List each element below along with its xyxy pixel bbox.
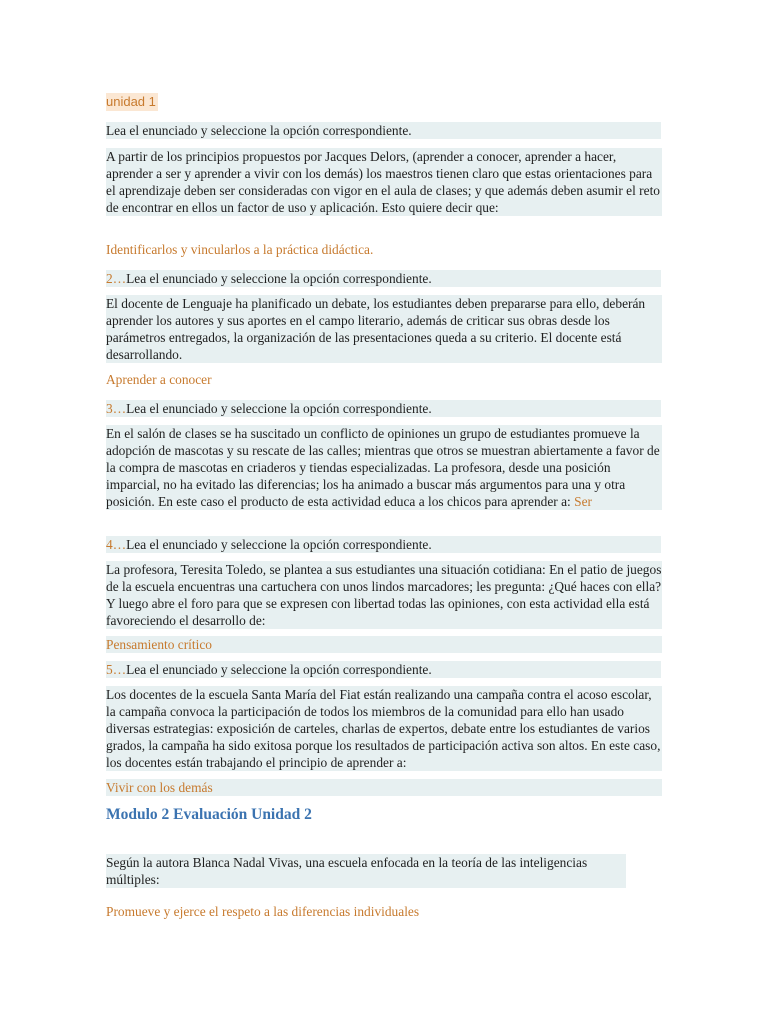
question-3-number: 3… — [106, 401, 127, 416]
question-3-answer: Ser — [574, 494, 592, 509]
question-1-prompt-text: Lea el enunciado y seleccione la opción correspondiente. — [106, 123, 412, 138]
question-3-prompt — [106, 400, 661, 417]
question-4-prompt-text: Lea el enunciado y seleccione la opción correspondiente. — [126, 537, 432, 552]
question-2-prompt — [106, 270, 661, 287]
question-1-body: A partir de los principios propuestos por Jacques Delors, (aprender a conocer, aprender a hacer, aprender a ser y aprender a vivir con los demás) los maestros tienen claro que estas orientaciones para el aprendizaje deben ser consideradas con vigor en el aula de clases; y que además deben asumir el reto de encontrar en ellos un factor de uso y aplicación. Esto quiere decir que: — [106, 149, 660, 215]
question-4-prompt — [106, 536, 661, 553]
unit-heading: unidad 1 — [106, 94, 156, 109]
question-2-answer: Aprender a conocer — [106, 372, 212, 387]
module-question-answer: Promueve y ejerce el respeto a las diferencias individuales — [106, 904, 420, 919]
question-5-prompt-text: Lea el enunciado y seleccione la opción correspondiente. — [126, 662, 432, 677]
question-5-body: Los docentes de la escuela Santa María del Fiat están realizando una campaña contra el acoso escolar, la campaña convoca la participación de todos los miembros de la comunidad para ello han usado diversas estrategias: exposición de carteles, charlas de expertos, debate entre los estudiantes de varios grados, la campaña ha sido exitosa porque los resultados de participación activa son altos. En este caso, los docentes están trabajando el principio de aprender a: — [106, 687, 661, 770]
question-5-answer: Vivir con los demás — [106, 779, 662, 796]
question-2-body: El docente de Lenguaje ha planificado un debate, los estudiantes deben prepararse para ello, deberán aprender los autores y sus aportes en el campo literario, además de criticar sus obras desde los parámetros entregados, la organización de las presentaciones queda a su criterio. El docente está desarrollando. — [106, 295, 662, 363]
module-heading: Modulo 2 Evaluación Unidad 2 — [106, 806, 312, 823]
question-3-body-text: En el salón de clases se ha suscitado un conflicto de opiniones un grupo de estudiantes promueve la adopción de mascotas y su rescate de las calles; mientras que otros se muestran abiertamente a favor de la compra de mascotas en criaderos y tiendas especializadas. La profesora, desde una posición imparcial, no ha evitado las diferencias; los ha animado a buscar más argumentos para una y otra posición. En este caso el producto de esta actividad educa a los chicos para aprender a: — [106, 426, 660, 509]
question-3-body — [106, 425, 662, 510]
question-2-prompt-text: Lea el enunciado y seleccione la opción correspondiente. — [126, 271, 432, 286]
question-5-prompt — [106, 661, 661, 678]
question-4-body: La profesora, Teresita Toledo, se plantea a sus estudiantes una situación cotidiana: En el patio de juegos de la escuela encuentras una cartuchera con unos lindos marcadores; les pregunta: ¿Qué haces con ella? Y luego abre el foro para que se expresen con libertad todas las opiniones, con esta actividad ella está favoreciendo el desarrollo de: — [106, 562, 662, 628]
question-3-prompt-text: Lea el enunciado y seleccione la opción correspondiente. — [126, 401, 432, 416]
question-2-number: 2… — [106, 271, 127, 286]
question-1-prompt — [106, 122, 661, 139]
question-4-answer: Pensamiento crítico — [106, 636, 662, 653]
question-5-number: 5… — [106, 662, 127, 677]
module-question-body: Según la autora Blanca Nadal Vivas, una escuela enfocada en la teoría de las inteligencias múltiples: — [106, 854, 626, 888]
question-1-answer: Identificarlos y vincularlos a la práctica didáctica. — [106, 242, 374, 257]
question-4-number: 4… — [106, 537, 127, 552]
